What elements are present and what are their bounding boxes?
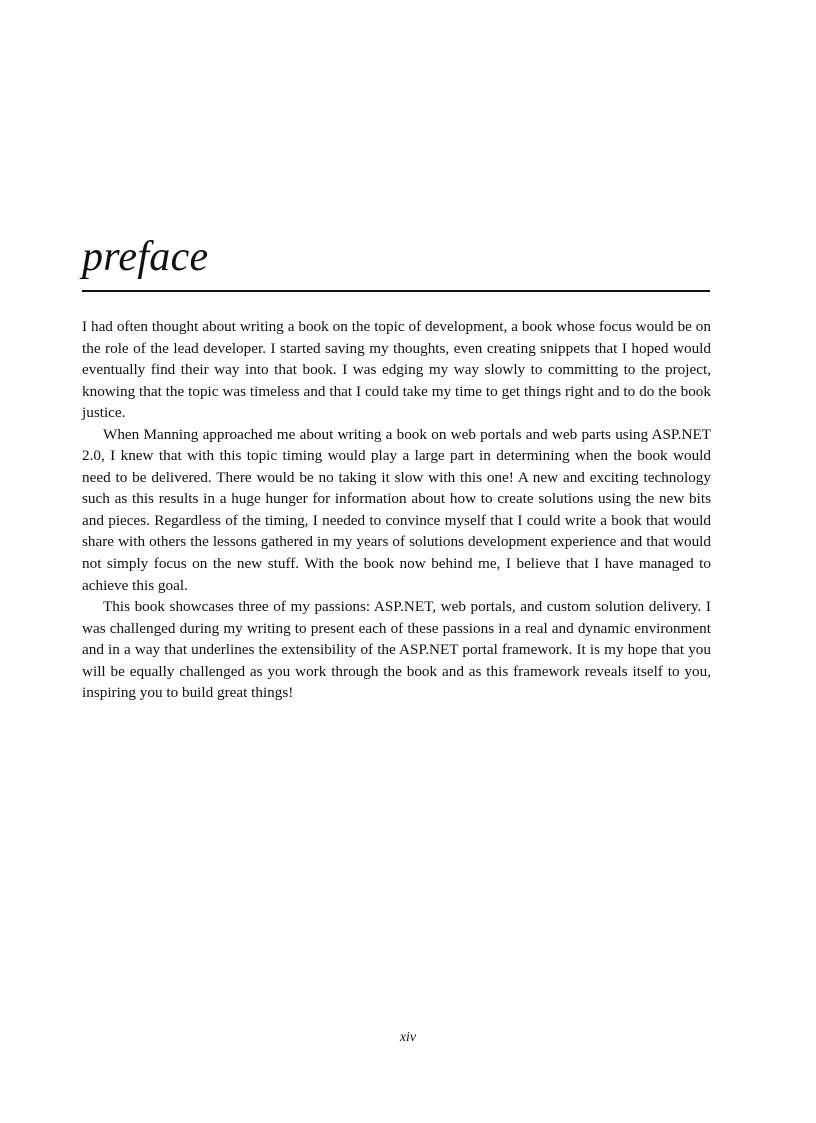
paragraph-2: When Manning approached me about writing a book on web portals and web parts using ASP.NET 2.0, I knew that with this topic timing would play a large part in determining when the book would need to be delivered. There would be no taking it slow with this one! A new and exciting technology such as this results in a huge hunger for information about how to create solutions using the new bits and pieces. Regardless of the timing, I needed to convince myself that I could write a book that would share with others the lessons gathered in my years of solutions development experience and that would not simply focus on the new stuff. With the book now behind me, I believe that I have managed to achieve this goal.: [82, 425, 711, 594]
paragraph-3: This book showcases three of my passions: ASP.NET, web portals, and custom solution delivery. I was challenged during my writing to present each of these passions in a real and dynamic environment and in a way that underlines the extensibility of the ASP.NET portal framework. It is my hope that you will be equally challenged as you work through the book and as this framework reveals itself to you, inspiring you to build great things!: [82, 598, 711, 702]
preface-body: [82, 316, 711, 704]
title-divider: [82, 290, 710, 292]
chapter-title: preface: [82, 234, 209, 280]
paragraph-1: I had often thought about writing a book on the topic of development, a book whose focus would be on the role of the lead developer. I started saving my thoughts, even creating snippets that I hoped would eventually find their way into that book. I was edging my way slowly to committing to the project, knowing that the topic was timeless and that I could take my time to get things right and to do the book justice.: [82, 318, 711, 422]
page-number: xiv: [399, 1030, 417, 1045]
